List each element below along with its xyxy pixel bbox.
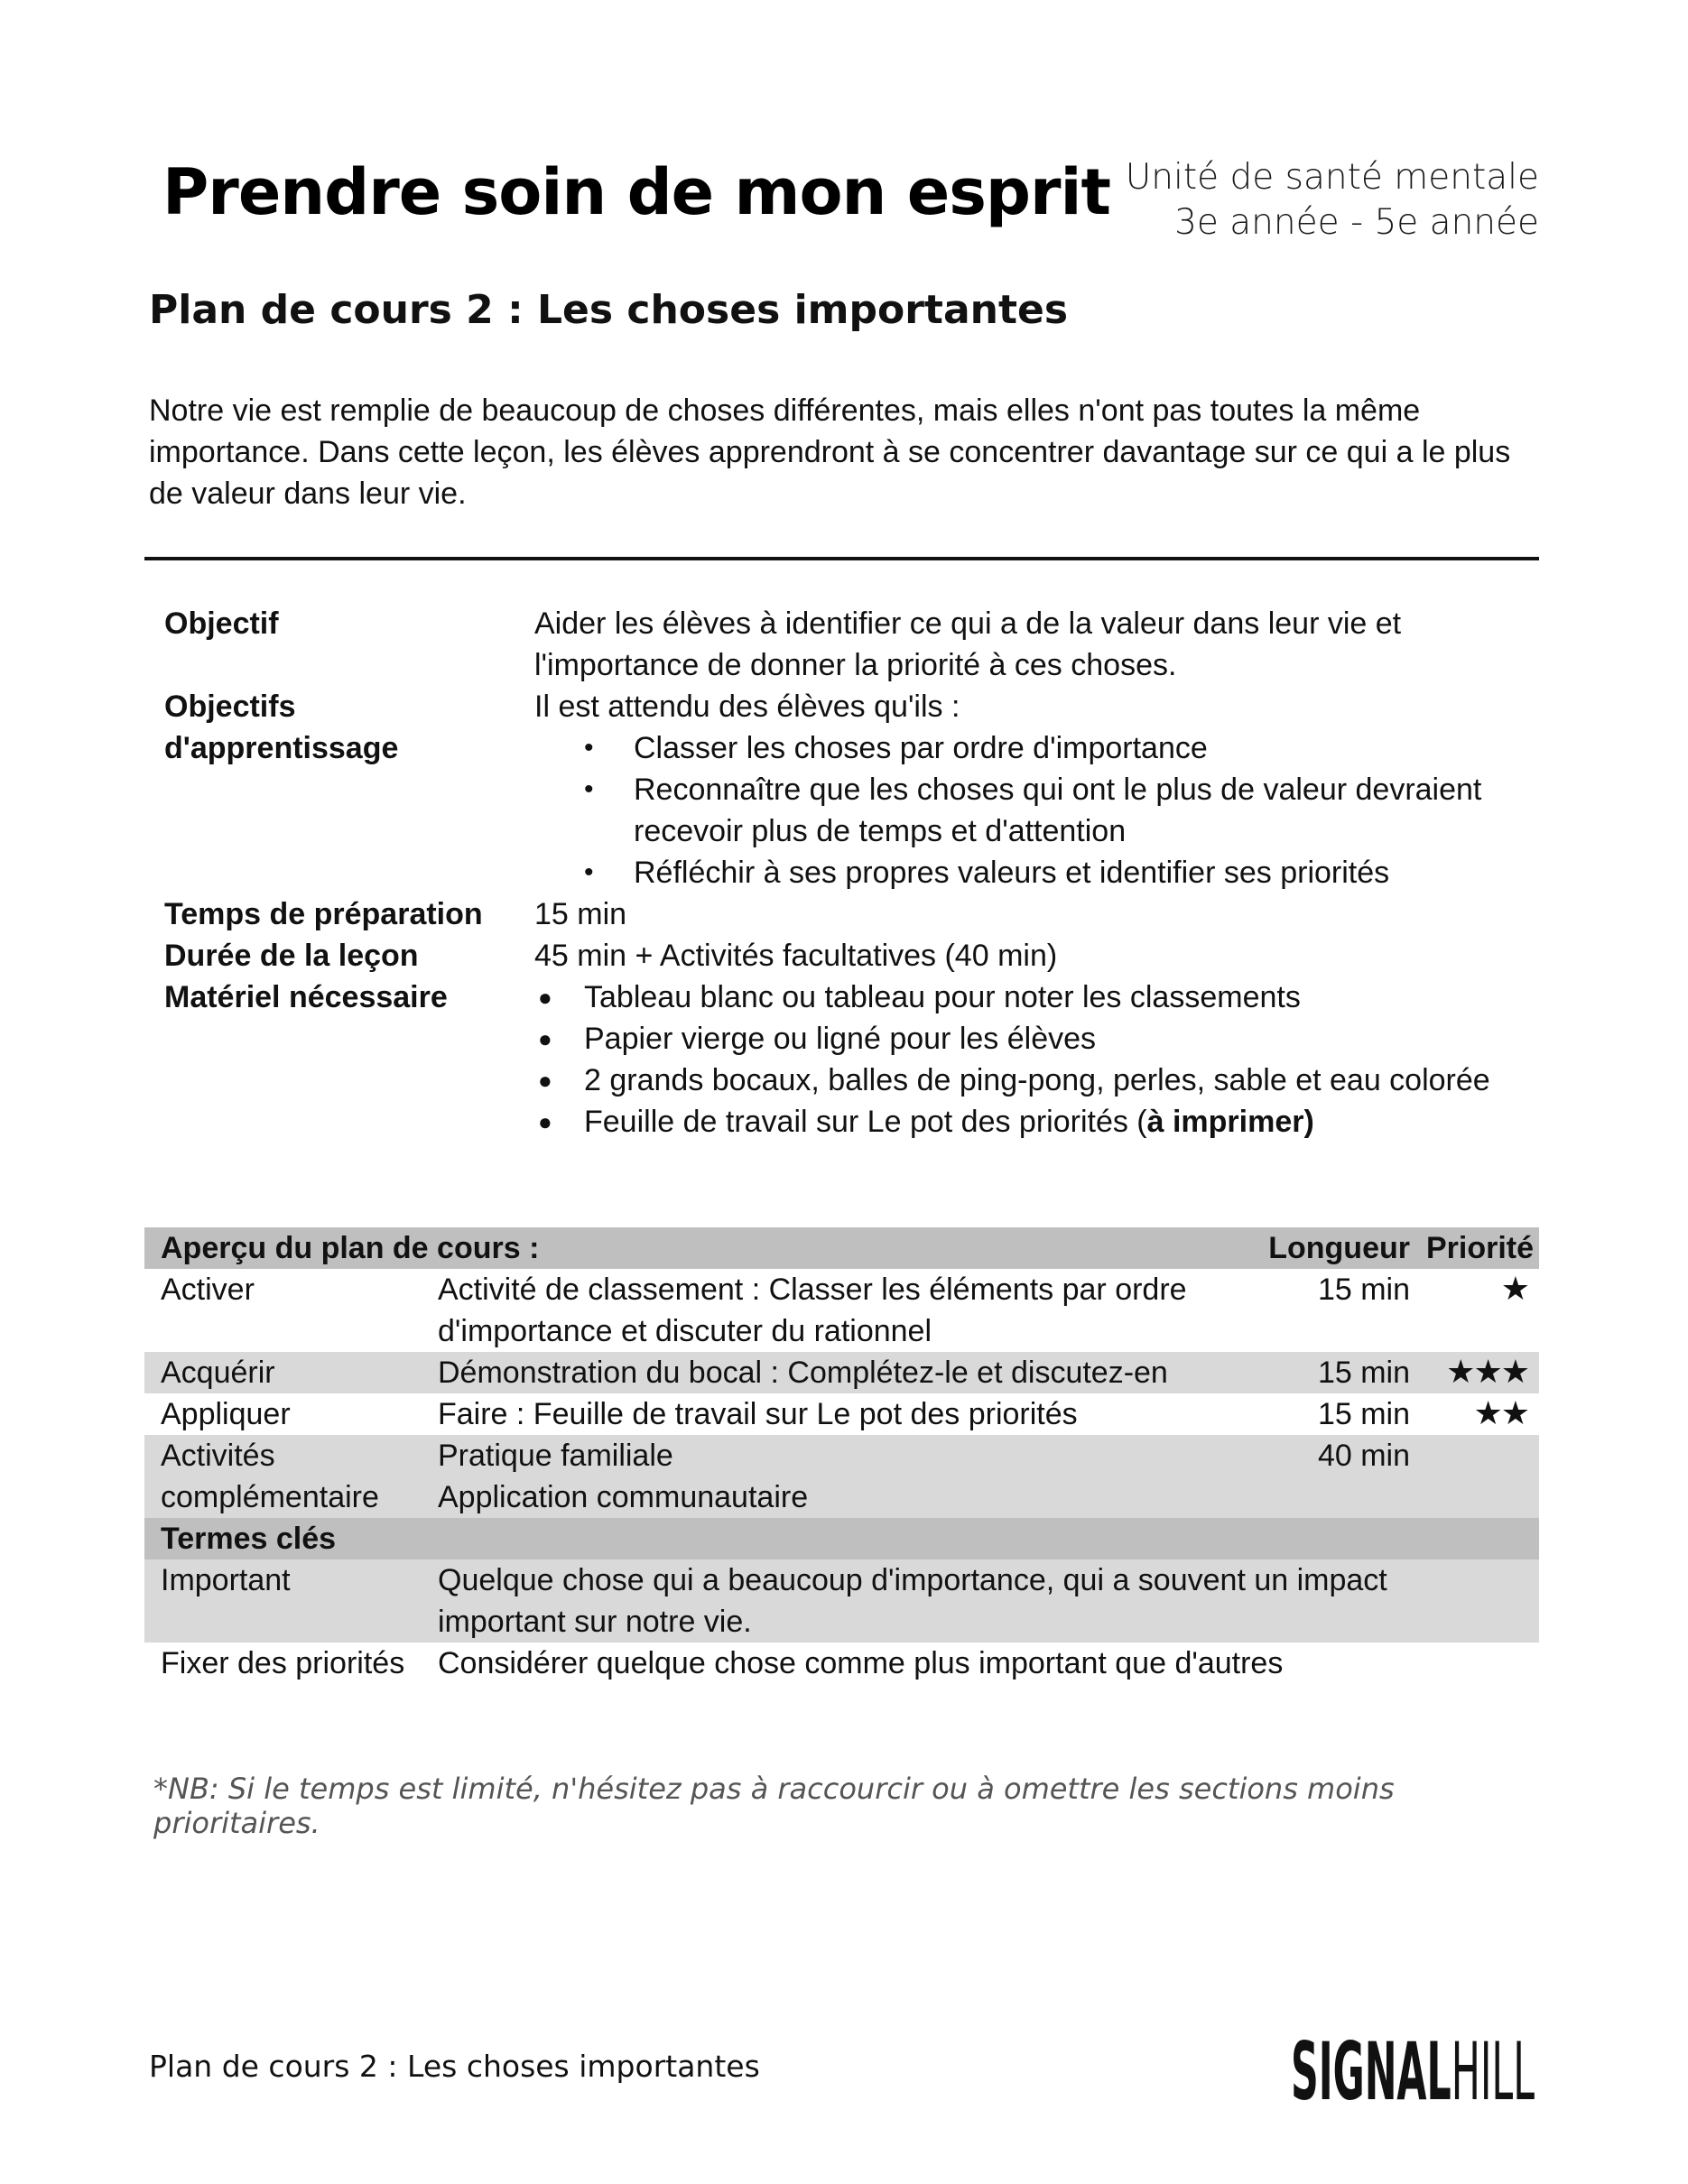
grade-range: 3e année - 5e année — [1174, 202, 1539, 243]
worksheet-text: Feuille de travail sur Le pot des priorités ( — [584, 1105, 1147, 1139]
definition-cell: Quelque chose qui a beaucoup d'importance, qui a souvent un impact important sur notre vie. — [438, 1563, 1387, 1639]
length-cell: 15 min — [1317, 1397, 1410, 1431]
priority-stars: ★ — [1500, 1271, 1528, 1308]
prep-time-label: Temps de préparation — [164, 897, 483, 931]
table-row — [144, 1393, 1539, 1435]
empty-cell — [1426, 1518, 1539, 1559]
materials-value — [534, 976, 1527, 1143]
overview-heading: Aperçu du plan de cours : — [161, 1231, 540, 1265]
key-terms-header-row — [144, 1518, 1539, 1559]
activity-cell: Faire : Feuille de travail sur Le pot des priorités — [438, 1397, 1078, 1431]
learning-objectives-intro: Il est attendu des élèves qu'ils : — [534, 689, 960, 724]
intro-paragraph: Notre vie est remplie de beaucoup de choses différentes, mais elles n'ont pas toutes la même importance. Dans cette leçon, les élèves apprendront à se concentrer davantage sur ce qui a le plus de valeur dans leur vie. — [149, 393, 1511, 511]
materials-list — [534, 976, 1527, 1143]
materials-row — [164, 976, 1527, 1143]
page-title: Prendre soin de mon esprit — [162, 155, 1110, 229]
signalhill-logo-mark — [1291, 2029, 1535, 2106]
list-item: • Classer les choses par ordre d'importance — [534, 727, 1527, 769]
overview-header-row — [144, 1227, 1539, 1269]
learning-objectives-label: Objectifs d'apprentissage — [164, 689, 399, 765]
list-item: • Réfléchir à ses propres valeurs et identifier ses priorités — [534, 852, 1527, 893]
activity-cell — [438, 1435, 1232, 1518]
lesson-subtitle: Plan de cours 2 : Les choses importantes — [149, 287, 1069, 333]
length-cell: 15 min — [1317, 1272, 1410, 1307]
lesson-details — [164, 603, 1527, 1143]
key-terms-heading: Termes clés — [161, 1522, 337, 1556]
priority-stars: ★★ — [1473, 1395, 1528, 1432]
table-row — [144, 1435, 1539, 1518]
priority-stars: ★★★ — [1446, 1354, 1528, 1391]
list-item: • Reconnaître que les choses qui ont le plus de valeur devraient recevoir plus de temps et d'attention — [534, 769, 1527, 852]
print-link[interactable]: à imprimer) — [1146, 1105, 1314, 1139]
activity-line: Pratique familiale — [438, 1439, 673, 1473]
length-cell: 15 min — [1317, 1356, 1410, 1390]
phase-cell: Activer — [161, 1272, 255, 1307]
prep-time-row — [164, 893, 1527, 935]
phase-cell: Acquérir — [161, 1356, 275, 1390]
svg-text:SIGNALHILL: SIGN HI — [1291, 2029, 1526, 2106]
objective-row — [164, 603, 1527, 686]
activity-line: Application communautaire — [438, 1480, 809, 1514]
duration-row — [164, 935, 1527, 976]
length-cell: 40 min — [1317, 1439, 1410, 1473]
learning-objectives-row — [164, 686, 1527, 893]
objective-label: Objectif — [164, 606, 279, 641]
list-item: ● 2 grands bocaux, balles de ping-pong, perles, sable et eau colorée — [534, 1060, 1527, 1101]
table-row — [144, 1643, 1539, 1684]
table-row — [144, 1269, 1539, 1352]
term-cell: Fixer des priorités — [161, 1646, 405, 1680]
footer-lesson-title: Plan de cours 2 : Les choses importantes — [149, 2049, 760, 2084]
table-row — [144, 1559, 1539, 1643]
priority-column-header: Priorité — [1426, 1231, 1535, 1265]
list-item: ● Papier vierge ou ligné pour les élèves — [534, 1018, 1527, 1060]
length-column-header: Longueur — [1268, 1231, 1410, 1265]
term-cell: Important — [161, 1563, 291, 1597]
signalhill-logo — [1291, 2029, 1535, 2111]
list-item: ● Tableau blanc ou tableau pour noter les classements — [534, 976, 1527, 1018]
time-note: *NB: Si le temps est limité, n'hésitez pas à raccourcir ou à omettre les sections moins prioritaires. — [153, 1772, 1395, 1840]
activity-cell: Activité de classement : Classer les éléments par ordre d'importance et discuter du rationnel — [438, 1272, 1187, 1348]
table-row — [144, 1352, 1539, 1393]
objective-value: Aider les élèves à identifier ce qui a de la valeur dans leur vie et l'importance de donner la priorité à ces choses. — [534, 606, 1402, 682]
learning-objectives-value — [534, 686, 1527, 893]
phase-cell: Activités complémentaire — [161, 1439, 379, 1514]
unit-name: Unité de santé mentale — [1125, 157, 1539, 198]
unit-info — [1126, 155, 1539, 245]
activity-cell: Démonstration du bocal : Complétez-le et discutez-en — [438, 1356, 1168, 1390]
overview-table — [144, 1227, 1539, 1684]
priority-stars — [1426, 1435, 1539, 1518]
phase-cell: Appliquer — [161, 1397, 291, 1431]
duration-value: 45 min + Activités facultatives (40 min) — [534, 939, 1058, 973]
prep-time-value: 15 min — [534, 897, 627, 931]
list-item — [534, 1101, 1527, 1143]
learning-objectives-list — [534, 727, 1527, 893]
duration-label: Durée de la leçon — [164, 939, 419, 973]
section-divider — [144, 557, 1539, 560]
definition-cell: Considérer quelque chose comme plus important que d'autres — [438, 1646, 1284, 1680]
materials-label: Matériel nécessaire — [164, 980, 448, 1014]
empty-cell — [1232, 1518, 1426, 1559]
